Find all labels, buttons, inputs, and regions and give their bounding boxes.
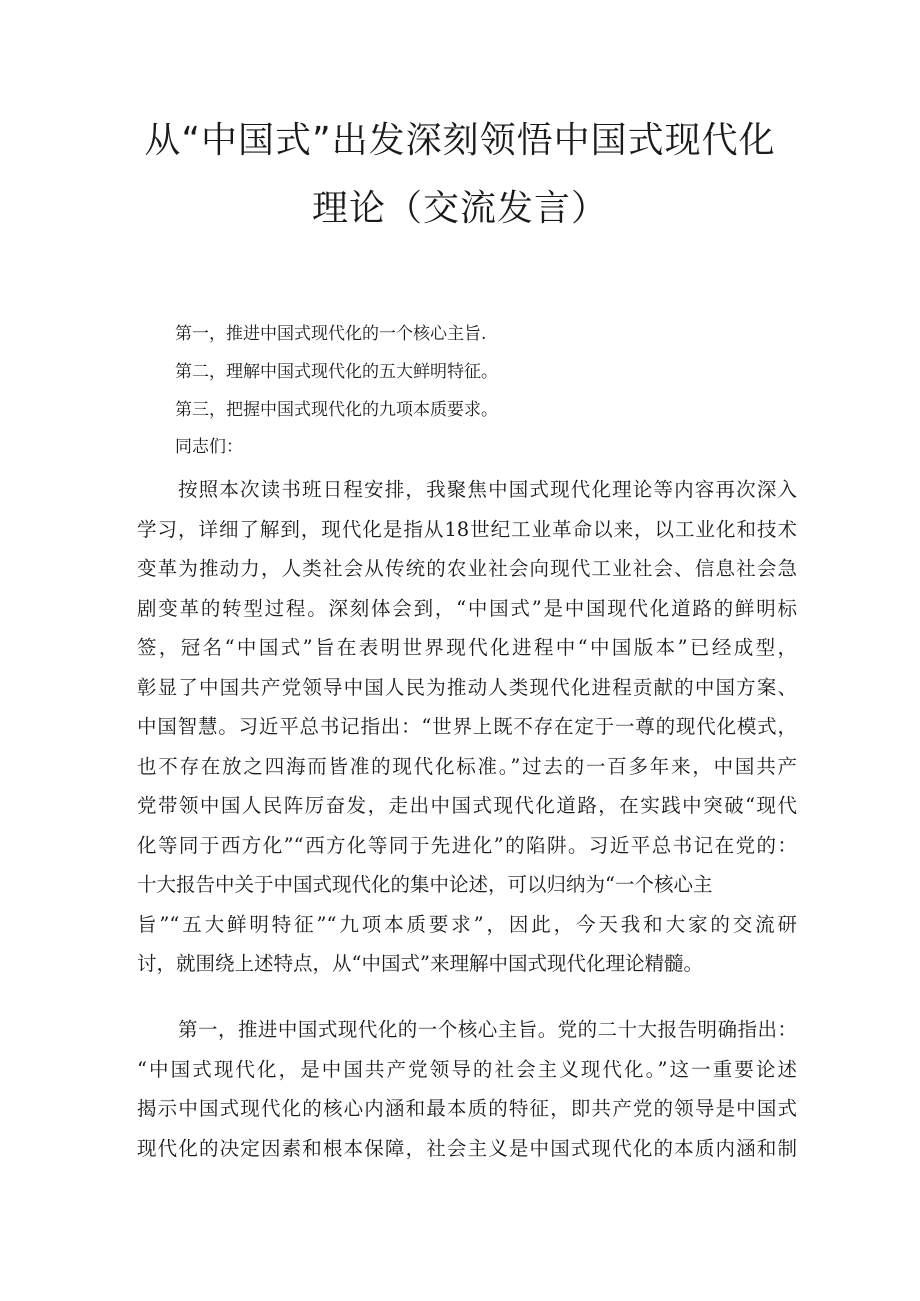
outline-item-3: 第三，把握中国式现代化的九项本质要求。 (175, 400, 498, 420)
outline-item-2: 第二，理解中国式现代化的五大鲜明特征。 (175, 362, 498, 382)
paragraph-line: 化等同于西方化”“西方化等同于先进化”的陷阱。习近平总书记在党的： (137, 833, 797, 857)
paragraph-1 (137, 470, 797, 984)
document-title-line-2: 理论（交流发言） (311, 188, 608, 229)
paragraph-line: 学习，详细了解到，现代化是指从18世纪工业革命以来，以工业化和技术 (137, 517, 797, 541)
paragraph-line: 十大报告中关于中国式现代化的集中论述，可以归纳为“一个核心主 (137, 873, 713, 896)
paragraph-line: 也不存在放之四海而皆准的现代化标准。”过去的一百多年来，中国共产 (137, 754, 797, 778)
paragraph-line: 彰显了中国共产党领导中国人民为推动人类现代化进程贡献的中国方案、 (137, 675, 797, 699)
paragraph-line: “中国式现代化，是中国共产党领导的社会主义现代化。”这一重要论述 (137, 1057, 797, 1081)
paragraph-line: 签，冠名“中国式”旨在表明世界现代化进程中“中国版本”已经成型， (137, 636, 797, 659)
paragraph-line: 变革为推动力，人类社会从传统的农业社会向现代工业社会、信息社会急 (137, 557, 797, 580)
paragraph-line: 旨”“五大鲜明特征”“九项本质要求”，因此，今天我和大家的交流研 (137, 912, 797, 936)
salutation: 同志们： (175, 437, 243, 457)
paragraph-2 (137, 1010, 797, 1168)
paragraph-line: 中国智慧。习近平总书记指出：“世界上既不存在定于一尊的现代化模式， (137, 715, 797, 738)
paragraph-line: 党带领中国人民阵厉奋发，走出中国式现代化道路，在实践中突破“现代 (137, 794, 797, 817)
paragraph-line: 剧变革的转型过程。深刻体会到，“中国式”是中国现代化道路的鲜明标 (137, 596, 797, 620)
paragraph-line: 按照本次读书班日程安排，我聚焦中国式现代化理论等内容再次深入 (178, 478, 797, 501)
paragraph-line: 第一，推进中国式现代化的一个核心主旨。党的二十大报告明确指出： (178, 1018, 797, 1041)
outline-item-1: 第一，推进中国式现代化的一个核心主旨. (175, 324, 487, 344)
paragraph-line: 现代化的决定因素和根本保障，社会主义是中国式现代化的本质内涵和制 (137, 1136, 797, 1160)
paragraph-line: 揭示中国式现代化的核心内涵和最本质的特征，即共产党的领导是中国式 (137, 1097, 797, 1120)
document-title-line-1: 从“中国式”出发深刻领悟中国式现代化 (144, 120, 776, 161)
paragraph-line: 讨，就围绕上述特点，从“中国式”来理解中国式现代化理论精髓。 (137, 952, 703, 975)
